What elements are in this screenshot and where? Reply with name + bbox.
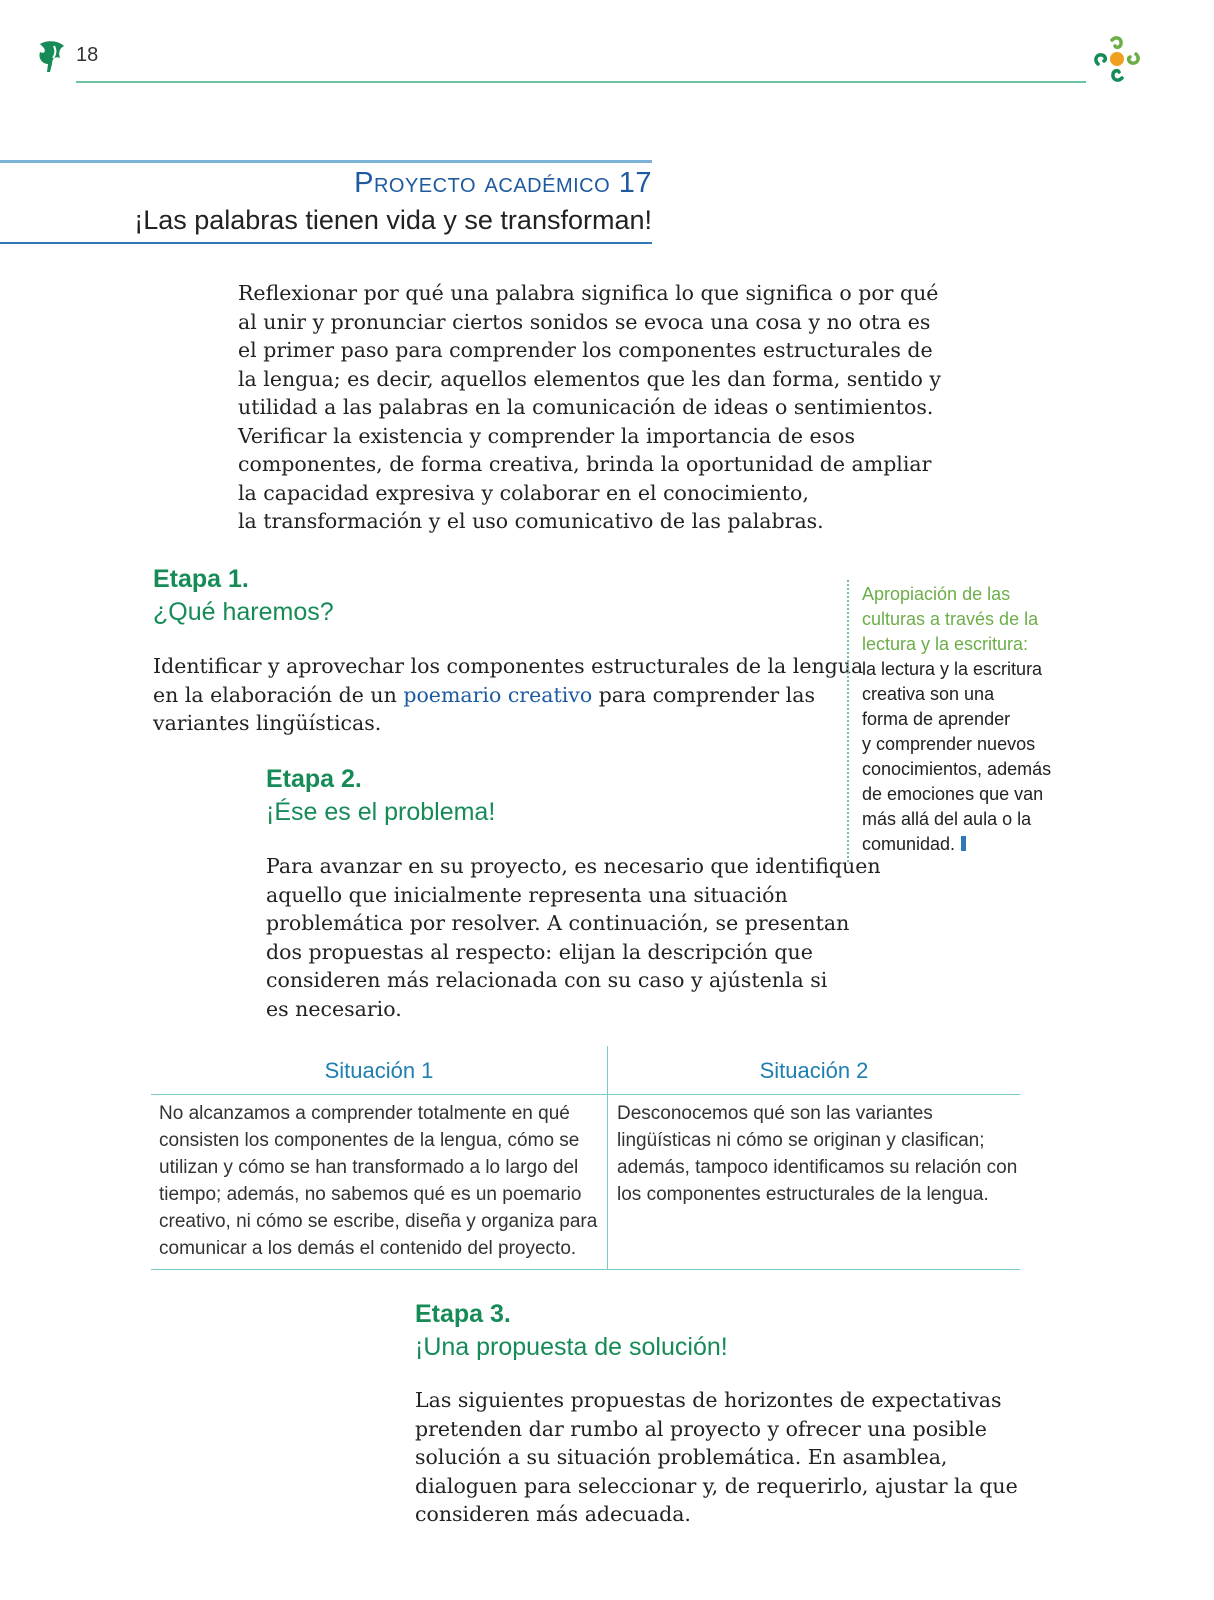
stage3-paragraph — [415, 1386, 1018, 1529]
intro-line: componentes, de forma creativa, brinda la oportunidad de ampliar — [238, 452, 932, 476]
sidebar-heading-line: culturas a través de la — [862, 609, 1039, 629]
sidebar-line: conocimientos, además — [862, 759, 1052, 779]
stage1-text: para comprender las — [592, 682, 815, 707]
end-mark-icon — [961, 836, 966, 851]
sidebar-line — [862, 832, 1092, 857]
sidebar-line: más allá del aula o la — [862, 809, 1032, 829]
project-title: Proyecto académico 17 — [354, 167, 652, 199]
table-header-divider — [151, 1094, 1020, 1095]
title-rule-top — [0, 160, 652, 163]
page-number: 18 — [76, 44, 99, 66]
situation2-header: Situación 2 — [759, 1058, 869, 1083]
header-rule — [76, 81, 1086, 83]
intro-line: la lengua; es decir, aquellos elementos que les dan forma, sentido y — [238, 366, 941, 391]
stage3-line: solución a su situación problemática. En asamblea, — [415, 1445, 948, 1469]
sidebar-line: forma de aprender — [862, 709, 1011, 729]
project-subtitle: ¡Las palabras tienen vida y se transforman! — [134, 205, 652, 235]
stage1-line — [153, 681, 815, 710]
sidebar-heading-line: lectura y la escritura: — [862, 634, 1029, 654]
situation2-line: además, tampoco identificamos su relación con — [617, 1157, 1018, 1178]
sidebar-line: de emociones que van — [862, 784, 1044, 804]
intro-line: utilidad a las palabras en la comunicación de ideas o sentimientos. — [238, 395, 934, 419]
stage2-line: consideren más relacionada con su caso y ajústenla si — [266, 968, 828, 992]
situation2-line: lingüísticas ni cómo se originan y clasifican; — [617, 1130, 985, 1151]
intro-line: la transformación y el uso comunicativo de las palabras. — [238, 509, 824, 533]
leaf-logo-icon — [36, 38, 68, 74]
stage2-subtitle: ¡Ése es el problema! — [266, 798, 496, 826]
stage2-line: aquello que inicialmente representa una situación — [266, 882, 788, 907]
stage1-line: variantes lingüísticas. — [153, 711, 382, 735]
situation2-line: los componentes estructurales de la lengua. — [617, 1184, 989, 1205]
situation1-line: No alcanzamos a comprender totalmente en qué — [159, 1103, 570, 1124]
situation1-line: creativo, ni cómo se escribe, diseña y organiza para — [159, 1211, 598, 1232]
sidebar-rule — [847, 580, 849, 862]
intro-paragraph — [238, 279, 941, 536]
stage2-line: es necesario. — [266, 996, 402, 1021]
stage1-subtitle: ¿Qué haremos? — [153, 598, 334, 626]
situation1-line: consisten los componentes de la lengua, cómo se — [159, 1130, 580, 1151]
intro-line: Verificar la existencia y comprender la importancia de esos — [238, 423, 855, 448]
situation1-line: utilizan y cómo se han transformado a lo largo del — [159, 1157, 579, 1178]
situation2-text — [617, 1100, 1017, 1208]
sidebar-line: y comprender nuevos — [862, 734, 1036, 754]
intro-line: al unir y pronunciar ciertos sonidos se evoca una cosa y no otra es — [238, 309, 931, 334]
situation1-line: tiempo; además, no sabemos qué es un poemario — [159, 1184, 582, 1205]
stage3-line: pretenden dar rumbo al proyecto y ofrecer una posible — [415, 1416, 987, 1441]
sidebar-last-line: comunidad. — [862, 834, 956, 854]
poemario-creativo-term: poemario creativo — [403, 682, 593, 707]
situation1-line: comunicar a los demás el contenido del proyecto. — [159, 1238, 577, 1259]
flower-logo-icon — [1092, 34, 1142, 84]
situation1-text — [159, 1100, 599, 1262]
sidebar-line: la lectura y la escritura — [862, 659, 1043, 679]
title-rule-bottom — [0, 242, 652, 244]
intro-line: el primer paso para comprender los componentes estructurales de — [238, 338, 933, 362]
stage2-label: Etapa 2. — [266, 765, 362, 793]
stage2-line: Para avanzar en su proyecto, es necesario que identifiquen — [266, 854, 881, 878]
stage1-text: en la elaboración de un — [153, 682, 404, 707]
intro-line: la capacidad expresiva y colaborar en el conocimiento, — [238, 480, 809, 505]
stage1-paragraph — [153, 652, 864, 738]
stage3-label: Etapa 3. — [415, 1300, 511, 1328]
sidebar-heading-line: Apropiación de las — [862, 584, 1011, 604]
situation1-header: Situación 1 — [324, 1058, 434, 1083]
table-bottom-rule — [151, 1269, 1020, 1270]
stage2-line: problemática por resolver. A continuación, se presentan — [266, 911, 850, 935]
sidebar-note — [862, 582, 1092, 857]
situation2-line: Desconocemos qué son las variantes — [617, 1103, 933, 1124]
stage3-subtitle: ¡Una propuesta de solución! — [415, 1333, 728, 1361]
stage1-line: Identificar y aprovechar los componentes estructurales de la lengua — [153, 654, 864, 678]
sidebar-line: creativa son una — [862, 684, 995, 704]
stage3-line: dialoguen para seleccionar y, de requerirlo, ajustar la que — [415, 1473, 1018, 1498]
stage2-line: dos propuestas al respecto: elijan la descripción que — [266, 939, 813, 964]
stage3-line: Las siguientes propuestas de horizontes de expectativas — [415, 1388, 1002, 1412]
stage2-paragraph — [266, 852, 881, 1023]
stage1-label: Etapa 1. — [153, 565, 249, 593]
intro-line: Reflexionar por qué una palabra significa lo que significa o por qué — [238, 281, 939, 305]
stage3-line: consideren más adecuada. — [415, 1502, 691, 1526]
